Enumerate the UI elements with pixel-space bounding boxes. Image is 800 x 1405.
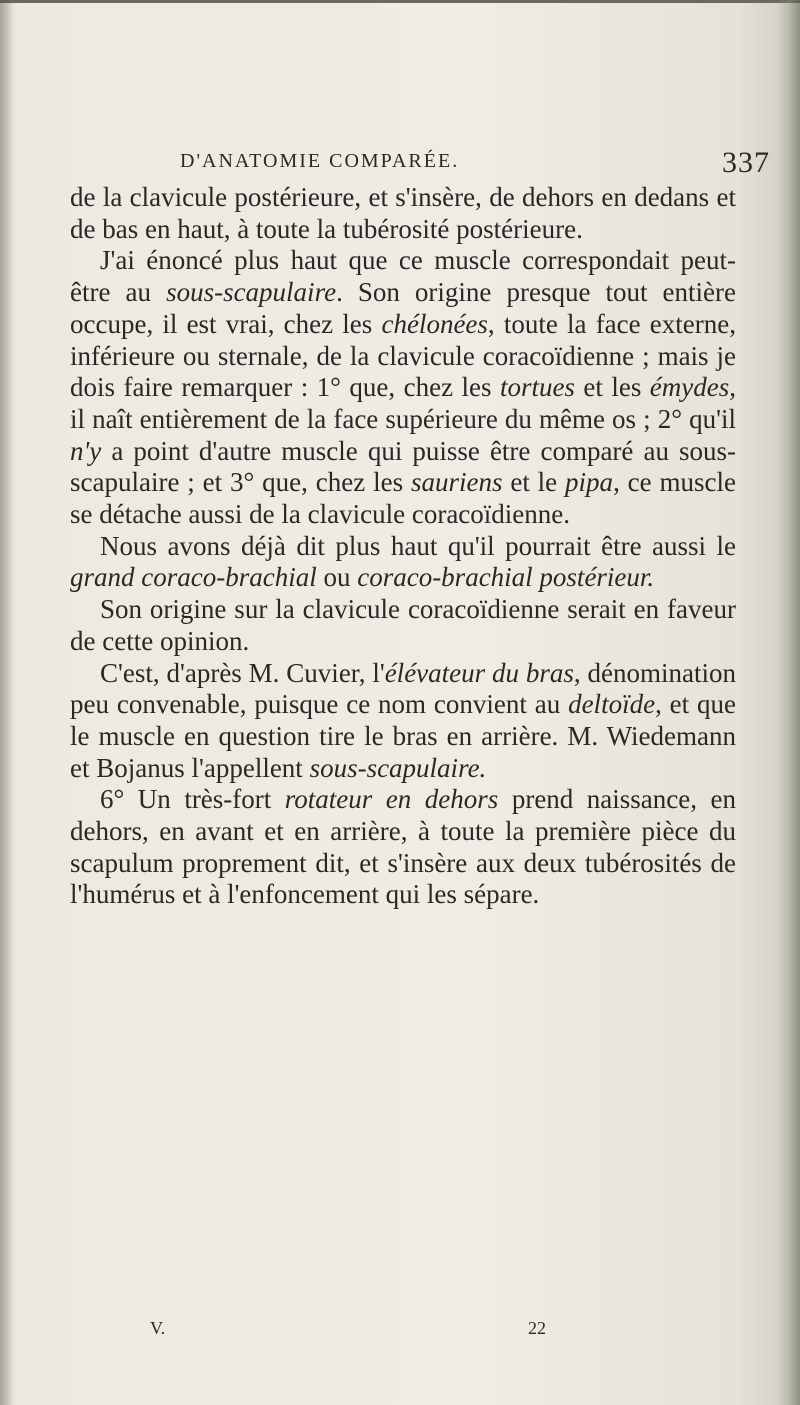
text-run: a point d'autre muscle qui puisse être comparé au sous-scapulaire ; et 3° que, chez les <box>70 435 736 498</box>
body-text <box>70 182 736 911</box>
sheet-number: 22 <box>528 1318 546 1338</box>
italic-term: émydes <box>649 372 730 403</box>
italic-term: n'y <box>70 435 102 466</box>
paragraph-6 <box>70 784 736 911</box>
italic-term: tortues <box>499 372 575 403</box>
text-run: , dénomination peu convenable, puisque ce nom convient au <box>70 657 736 720</box>
paragraph-5 <box>70 658 736 785</box>
text-run: , il naît entièrement de la face supérieure du même os ; 2° qu'il <box>70 372 736 434</box>
text-run: ou <box>316 562 358 593</box>
text-run: . Son origine presque tout entière occupe, il est vrai, chez les <box>70 277 736 339</box>
signature-mark: V. <box>150 1318 166 1338</box>
italic-term: rotateur en dehors <box>284 784 499 815</box>
paragraph-4: Son origine sur la clavicule coracoïdienne serait en faveur de cette opinion. <box>70 594 736 656</box>
page-gutter-shadow <box>0 0 14 1405</box>
italic-term: sous-scapulaire. <box>309 752 487 783</box>
running-title: D'ANATOMIE COMPARÉE. <box>180 150 460 172</box>
text-run: , ce muscle se détache aussi de la clavicule coracoïdienne. <box>70 467 736 530</box>
italic-term: coraco-brachial postérieur. <box>357 562 655 593</box>
paragraph-2 <box>70 245 736 530</box>
italic-term: grand coraco-brachial <box>70 562 317 593</box>
top-edge-rule <box>0 0 800 3</box>
text-run: J'ai énoncé plus haut que ce muscle correspondait peut-être au <box>70 245 736 308</box>
italic-term: deltoïde <box>568 689 656 720</box>
italic-term: sous-scapulaire <box>166 277 337 308</box>
paragraph-1: de la clavicule postérieure, et s'insère, de dehors en dedans et de bas en haut, à toute la tubérosité postérieure. <box>70 182 736 244</box>
italic-term: élévateur du bras <box>384 657 574 688</box>
text-run: , et que le muscle en question tire le bras en arrière. M. Wiedemann et Bojanus l'appellent <box>70 689 736 783</box>
italic-term: sauriens <box>410 467 503 498</box>
text-run: 6° Un très-fort <box>100 784 285 815</box>
text-run: prend naissance, en dehors, en avant et en arrière, à toute la première pièce du scapulum proprement dit, et s'insère aux deux tubérosités de l'humérus et à l'enfoncement qui les sépare. <box>70 784 737 910</box>
page-number: 337 <box>722 146 770 179</box>
text-run: , toute la face externe, inférieure ou sternale, de la clavicule coracoïdienne ; mais je dois faire remarquer : 1° que, chez les <box>70 308 737 403</box>
text-run: Nous avons déjà dit plus haut qu'il pourrait être aussi le <box>100 530 736 561</box>
text-run: et le <box>502 467 566 498</box>
text-run: et les <box>574 372 650 403</box>
paragraph-3 <box>70 531 736 594</box>
page-edge-shadow <box>776 0 800 1405</box>
text-run: C'est, d'après M. Cuvier, l' <box>100 657 385 688</box>
italic-term: pipa <box>565 467 614 498</box>
italic-term: chélonées <box>381 308 488 339</box>
